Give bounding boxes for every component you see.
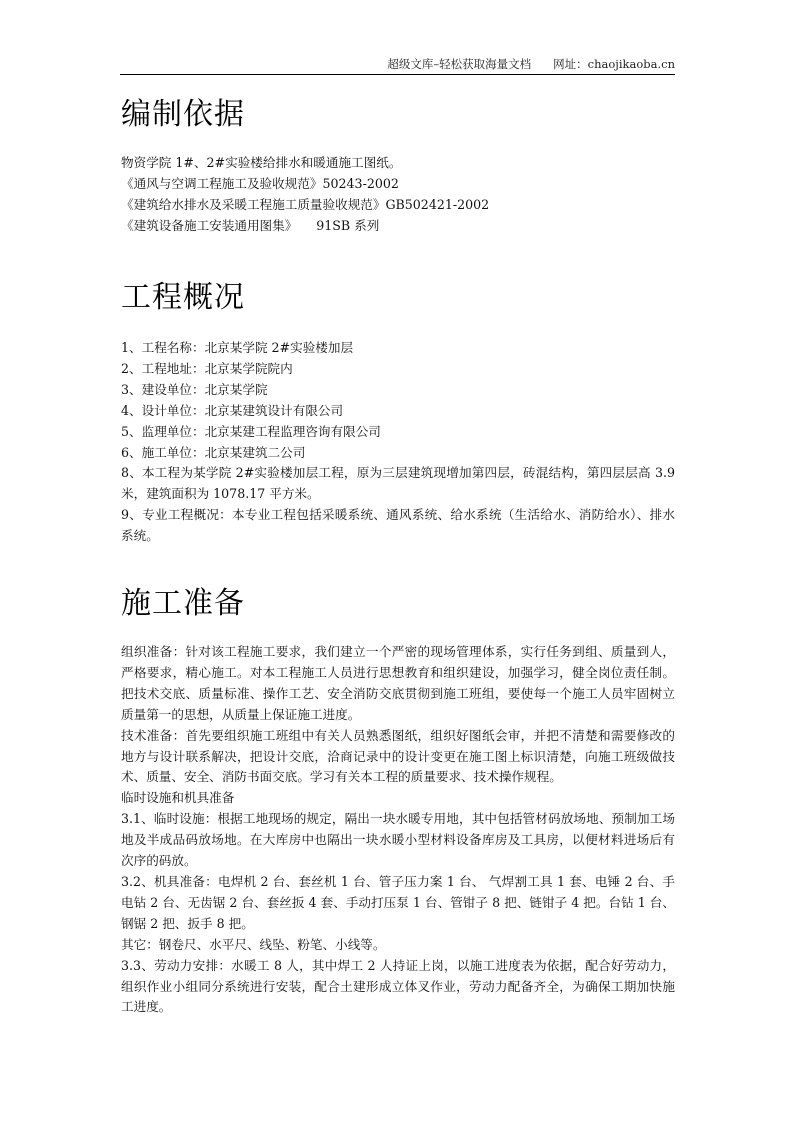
paragraph: 3.1、临时设施：根据工地现场的规定，隔出一块水暖专用地，其中包括管材码放场地、预制加工场地及半成品码放场地。在大库房中也隔出一块水暖小型材料设备库房及工具房，以便材料进场后有次序的码放。 <box>121 811 675 869</box>
header-divider <box>120 74 675 75</box>
paragraph: 其它：钢卷尺、水平尺、线坠、粉笔、小线等。 <box>121 936 386 952</box>
paragraph: 5、监理单位：北京某建工程监理咨询有限公司 <box>121 423 381 439</box>
paragraph: 物资学院 1#、2#实验楼给排水和暖通施工图纸。 <box>121 155 402 170</box>
section-title-overview: 工程概况 <box>121 280 245 315</box>
header-url-label: 网址： <box>553 57 588 71</box>
section-title-preparation: 施工准备 <box>121 586 245 621</box>
paragraph: 技术准备：首先要组织施工班组中有关人员熟悉图纸，组织好图纸会审，并把不清楚和需要修改的地方与设计联系解决，把设计交底，洽商记录中的设计变更在施工图上标识清楚，向施工班级做技术、质量、安全、消防书面交底。学习有关本工程的质量要求、技术操作规程。 <box>121 727 675 785</box>
paragraph: 《通风与空调工程施工及验收规范》50243-2002 <box>121 175 399 191</box>
paragraph: 《建筑设备施工安装通用图集》 91SB 系列 <box>121 217 380 233</box>
section-body-basis <box>121 153 675 237</box>
section-body-overview <box>121 338 675 547</box>
paragraph: 3.3、劳动力安排：水暖工 8 人，其中焊工 2 人持证上岗，以施工进度表为依据，配合好劳动力，组织作业小组同分系统进行安装，配合土建形成立体叉作业，劳动力配备齐全，为确保工期加快施工进度。 <box>121 957 675 1015</box>
paragraph: 6、施工单位：北京某建筑二公司 <box>121 444 306 460</box>
paragraph: 8、本工程为某学院 2#实验楼加层工程，原为三层建筑现增加第四层，砖混结构，第四层层高 3.9 米，建筑面积为 1078.17 平方米。 <box>121 465 675 502</box>
paragraph: 《建筑给水排水及采暖工程施工质量验收规范》GB502421-2002 <box>121 196 490 212</box>
section-title-basis: 编制依据 <box>121 97 245 132</box>
paragraph: 3.2、机具准备：电焊机 2 台、套丝机 1 台、管子压力案 1 台、 气焊割工具 1 套、电锤 2 台、手电钻 2 台、无齿锯 2 台、套丝扳 4 套、手动打压泵 1 台、管钳子 8 把、链钳子 4 把。台钻 1 台、钢锯 2 把、扳手 8 把。 <box>121 873 675 931</box>
section-body-preparation <box>121 642 675 1018</box>
page-header <box>120 56 675 72</box>
paragraph: 4、设计单位：北京某建筑设计有限公司 <box>121 402 344 418</box>
header-url[interactable]: chaojikaoba.cn <box>587 57 675 71</box>
paragraph: 2、工程地址：北京某学院院内 <box>121 360 293 376</box>
paragraph: 1、工程名称：北京某学院 2#实验楼加层 <box>121 340 354 355</box>
paragraph: 临时设施和机具准备 <box>121 790 235 806</box>
header-site-name: 超级文库–轻松获取海量文档 <box>387 57 532 71</box>
paragraph: 9、专业工程概况：本专业工程包括采暖系统、通风系统、给水系统（生活给水、消防给水）、排水系统。 <box>121 507 675 544</box>
paragraph: 3、建设单位：北京某学院 <box>121 381 268 397</box>
paragraph: 组织准备：针对该工程施工要求，我们建立一个严密的现场管理体系，实行任务到组、质量到人，严格要求，精心施工。对本工程施工人员进行思想教育和组织建设，加强学习，健全岗位责任制。把技术交底、质量标准、操作工艺、安全消防交底贯彻到施工班组，要使每一个施工人员牢固树立质量第一的思想，从质量上保证施工进度。 <box>121 644 675 722</box>
